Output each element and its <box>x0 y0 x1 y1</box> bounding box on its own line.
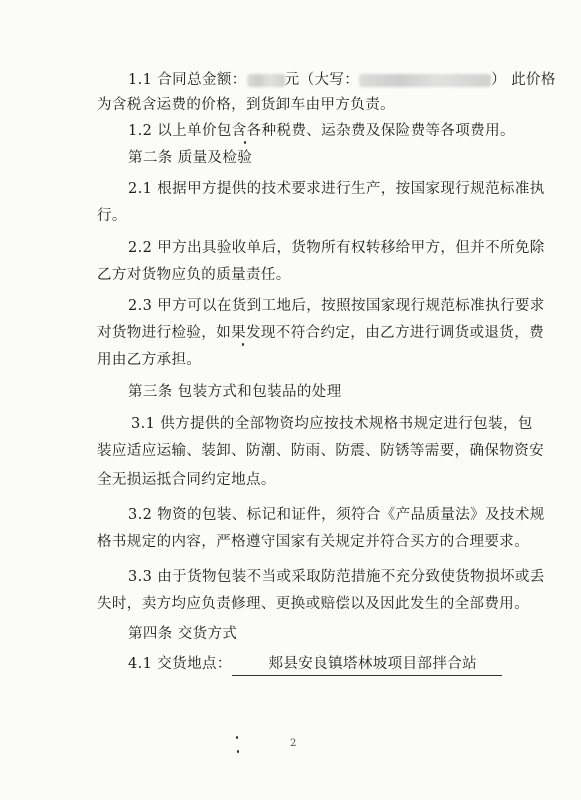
clause-1-1-suffix: 此价格 <box>511 72 556 88</box>
clause-2-3-line3: 用由乙方承担。 <box>97 352 202 368</box>
clause-3-3-line2: 失时，卖方均应负责修理、更换或赔偿以及因此发生的全部费用。 <box>97 596 530 612</box>
clause-2-1-line2: 行。 <box>97 208 127 224</box>
clause-2-3-line1: 2.3 甲方可以在货到工地后，按照按国家现行规范标准执行要求 <box>128 298 545 314</box>
clause-3-1-line2: 装应适应运输、装卸、防潮、防雨、防震、防锈等需要，确保物资安 <box>97 443 544 459</box>
speck-mark <box>236 736 238 739</box>
article-2-title: 第二条 质量及检验 <box>128 150 253 166</box>
clause-2-3-line2: 对货物进行检验，如果发现不符合约定，由乙方进行调货或退货，费 <box>97 325 544 341</box>
clause-1-1 <box>128 70 556 90</box>
clause-1-1-line2: 为含税含运费的价格，到货卸车由甲方负责。 <box>97 97 395 113</box>
speck-mark <box>242 343 244 346</box>
clause-3-2-line1: 3.2 物资的包装、标记和证件，须符合《产品质量法》及技术规 <box>128 507 545 523</box>
speck-mark <box>237 750 239 753</box>
article-3-title: 第三条 包装方式和包装品的处理 <box>128 384 342 400</box>
delivery-location-field: 郏县安良镇塔林坡项目部拌合站 <box>232 654 502 676</box>
article-4-title: 第四条 交货方式 <box>128 626 238 642</box>
clause-2-1-line1: 2.1 根据甲方提供的技术要求进行生产，按国家现行规范标准执 <box>128 181 545 197</box>
clause-1-1-close: ） <box>491 72 507 88</box>
clause-1-1-prefix: 1.1 合同总金额： <box>128 72 247 88</box>
clause-1-2: 1.2 以上单价包含各种税费、运杂费及保险费等各项费用。 <box>128 123 515 139</box>
speck-mark <box>244 141 246 144</box>
clause-3-3-line1: 3.3 由于货物包装不当或采取防范措施不充分致使货物损坏或丢 <box>128 569 545 585</box>
clause-3-2-line2: 格书规定的内容，严格遵守国家有关规定并符合买方的合理要求。 <box>97 534 530 550</box>
clause-3-1-line3: 全无损运抵合同约定地点。 <box>97 472 276 488</box>
clause-2-2-line2: 乙方对货物应负的质量责任。 <box>97 267 291 283</box>
clause-4-1 <box>128 654 502 676</box>
redacted-amount <box>247 74 285 87</box>
redacted-amount-uppercase <box>359 74 491 87</box>
clause-2-2-line1: 2.2 甲方出具验收单后，货物所有权转移给甲方，但并不所免除 <box>128 240 545 256</box>
clause-4-1-label: 4.1 交货地点： <box>128 656 232 672</box>
clause-1-1-yuan: 元（大写： <box>284 72 360 88</box>
page-number: 2 <box>290 738 297 749</box>
clause-3-1-line1: 3.1 供方提供的全部物资均应按技术规格书规定进行包装，包 <box>131 416 533 432</box>
